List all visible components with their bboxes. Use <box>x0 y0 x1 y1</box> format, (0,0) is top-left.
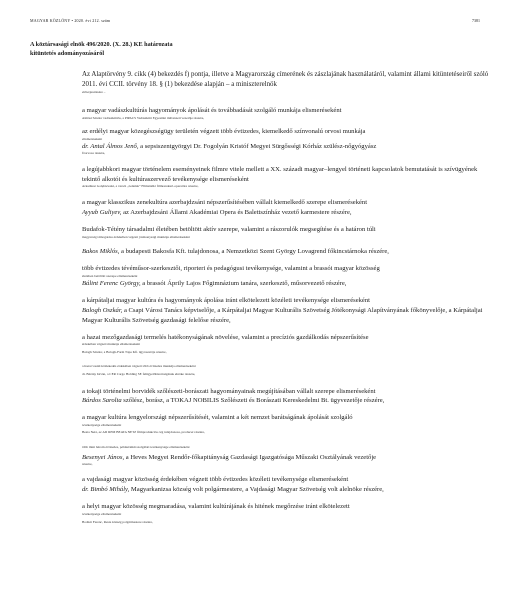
award-entry <box>82 264 490 288</box>
award-recipient: Bodnár Ferenc, Reste község polgármestere részére, <box>82 519 153 524</box>
award-recipient: Beata Netz, az AD REM BEATA NETZ filmprodukciós cég tulajdonosa, producer részére, <box>82 430 205 435</box>
award-recipient: dr. Bárány István, a CER Cargo Holding SE felügyelőbizottságának elnöke részére, <box>82 372 196 377</box>
award-reason: a hazai vasúti közlekedés érdekében végzett több évtizedes munkája elismeréseként <box>82 364 196 369</box>
award-entry <box>82 106 490 120</box>
award-entry <box>82 333 490 355</box>
intro-text: Az Alaptörvény 9. cikk (4) bekezdés f) pontja, illetve a Magyarország címerének és zászlajának használatáról, valamint állami kitüntetéseiről szóló 2011. évi CCII. törvény 18. § (1) bekezdése alapján – a miniszterelnök <box>82 71 489 88</box>
recipient-name: Balogh Oszkár, <box>82 307 123 315</box>
recipient-title: Magyarkanizsa község volt polgármestere, a Vajdasági Magyar Szövetség volt alelnöke részére, <box>129 485 384 493</box>
award-reason: a vajdasági magyar közösség érdekében végzett több évtizedes közéleti tevékenysége elismeréseként <box>82 475 349 483</box>
award-entry <box>82 247 490 257</box>
award-entry <box>82 296 490 325</box>
running-header <box>30 18 480 26</box>
recipient-title: a sepsiszentgyörgyi Dr. Fogolyán Kristóf Megyei Sürgősségi Kórház szülész-nőgyógyász <box>138 142 377 150</box>
award-reason: a magyar kultúra lengyelországi népszerűsítését, valamint a két nemzet barátságának ápolását szolgáló <box>82 414 353 422</box>
award-recipient <box>82 208 490 218</box>
award-recipient: Arkadiusz Gołębiewski, a varsói „Gdańsk” Filmstúdió filmrendező-operatőre részére, <box>82 184 199 189</box>
award-recipient: Almási Sándor vadászkürtös, a PIPACS Vadászkürt Egyesület művészeti vezetője részére, <box>82 115 205 120</box>
recipient-title: a Heves Megyei Rendőr-főkapitányság Gazdasági Igazgatósága Műszaki Osztályának vezetője <box>124 453 377 461</box>
recipient-name: Bárdos Sarolta <box>82 397 122 405</box>
award-reason: a tokaji történelmi borvidék szőlészeti-borászati hagyományainak megújításában vállalt szerepe elismeréseként <box>82 387 376 395</box>
award-entry <box>82 502 490 524</box>
recipient-title: szőlész, borász, a TOKAJ NOBILIS Szőlészeti és Borászati Kereskedelmi Bt. ügyvezetője részére, <box>121 397 385 405</box>
recipient-title: a brassói Áprily Lajos Főgimnázium tanára, szerkesztő, műsorvezető részére, <box>140 279 347 287</box>
award-recipient <box>82 247 490 257</box>
award-entry <box>82 225 490 239</box>
award-reason-cont: tevékenysége elismeréseként <box>82 422 122 427</box>
award-recipient <box>82 485 490 495</box>
title-line-2: kitüntetés adományozásáról <box>30 49 105 57</box>
award-entry <box>82 445 490 467</box>
award-reason: a kárpátaljai magyar kultúra és hagyományok ápolása iránt elkötelezett közéleti tevékenysége elismeréseként <box>82 297 370 305</box>
award-reason: a helyi magyar közösség megmaradása, valamint kultúrájának és hitének megőrzése iránt elkötelezett <box>82 503 350 511</box>
award-entry <box>82 165 490 189</box>
title-line-1: A köztársasági elnök 496/2020. (X. 28.) KE határozata <box>30 41 173 48</box>
award-recipient: Balogh Sándor, a Balogh-Farm Tápa Kft. ügyvezetője részére, <box>82 349 167 354</box>
award-entry <box>82 364 490 376</box>
award-reason: Budafok-Tétény társadalmi életében betöltött aktív szerepe, valamint a rászorulók megsegítése és a határon túli <box>82 226 376 234</box>
award-recipient <box>82 306 490 325</box>
recipient-title: a budapesti Bakosfa Kft. tulajdonosa, a Nemzetközi Szent György Lovagrend főkincstárnoka részére, <box>119 247 389 255</box>
award-reason: a legújabbkori magyar történelem eseményeinek filmre vitele mellett a XX. századi magyar–lengyel történeti kapcsolatok bemutatását is szívügyének tekintő alkotói és kultúraszervező tevékenysége elismeréseként <box>82 166 478 183</box>
award-entry <box>82 413 490 435</box>
award-recipient <box>82 279 490 289</box>
award-entry <box>82 127 490 156</box>
intro-paragraph <box>82 70 490 94</box>
award-recipient-cont: részére, <box>82 462 93 467</box>
recipient-name: Bakos Miklós, <box>82 247 120 255</box>
intro-sub: előterjesztésére – <box>82 89 106 94</box>
recipient-name: dr. Antal Álmos Jenő, <box>82 142 139 150</box>
award-recipient <box>82 453 490 463</box>
award-recipient <box>82 142 490 152</box>
header-page-number: 7381 <box>472 18 480 23</box>
award-reason-cont: magyarság támogatása érdekében végzett jótékonysági munkája elismeréseként <box>82 235 190 240</box>
award-reason-cont: tevékenysége elismeréseként <box>82 511 122 516</box>
award-recipient-cont: főorvosa részére, <box>82 151 106 156</box>
recipient-name: Besenyei János, <box>82 453 125 461</box>
recipient-name: dr. Bimbó Mihály, <box>82 485 130 493</box>
resolution-title <box>30 41 173 58</box>
award-reason: az erdélyi magyar közegészségügy területén végzett több évtizedes, kiemelkedő színvonalú orvosi munkája <box>82 128 366 136</box>
recipient-title: a Csapi Városi Tanács képviselője, a Kárpátaljai Magyar Kulturális Szövetség Jótékonysági Alapítványának főkönyvelője, a Kárpátaljai Magyar Kulturális Szövetség gazdasági felelőse részére, <box>82 307 483 324</box>
recipient-name: Bálint Ferenc György, <box>82 279 141 287</box>
award-entry <box>82 475 490 494</box>
award-reason-cont: elismeréseként <box>82 137 103 142</box>
award-reason: több évtizedes tévéműsor-szerkesztői, riporteri és pedagógusi tevékenysége, valamint a brassói magyar közösség <box>82 265 380 273</box>
award-reason: a magyar vadászkultúrás hagyományok ápolását és továbbadását szolgáló munkája elismeréseként <box>82 107 342 115</box>
award-reason: a hazai mezőgazdasági termelés hatékonyságának növelése, valamint a precíziós gazdálkodás népszerűsítése <box>82 333 369 341</box>
award-reason-cont: életében betöltött szerepe elismeréseként <box>82 274 138 279</box>
recipient-title: az Azerbajdzsáni Állami Akadémiai Opera és Balettszínház vezető karmestere részére, <box>121 208 352 216</box>
award-recipient <box>82 396 490 406</box>
award-reason: több mint három évtizedes, példaértékű szolgálati tevékenysége elismeréseként <box>82 444 190 449</box>
resolution-body <box>82 70 490 524</box>
header-publication: MAGYAR KÖZLÖNY • 2020. évi 212. szám <box>30 18 111 23</box>
award-entry <box>82 387 490 406</box>
award-reason: a magyar klasszikus zenekultúra azerbajdzsáni népszerűsítésében vállalt kiemelkedő szerepe elismeréseként <box>82 199 368 207</box>
recipient-name: Ayyub Guliyev, <box>82 208 122 216</box>
award-entry <box>82 198 490 217</box>
award-reason-cont: érdekében végzett munkája elismeréseként <box>82 342 141 347</box>
